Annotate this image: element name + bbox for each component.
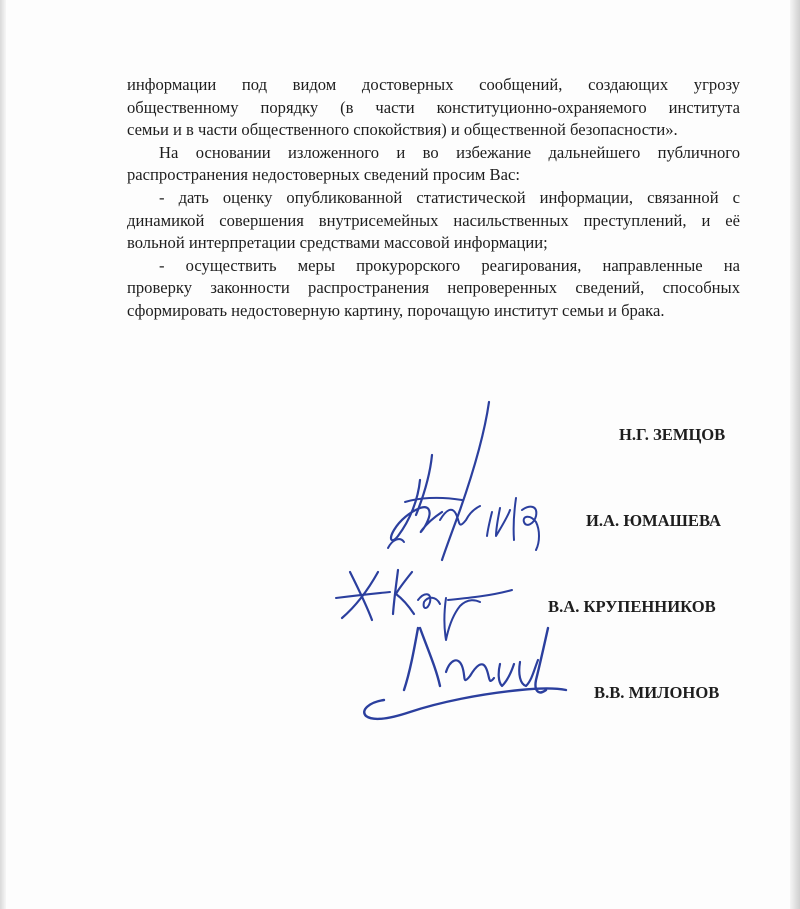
signature-zemtsov-icon xyxy=(388,402,489,560)
text-line: распространения недостоверных сведений просим Вас: xyxy=(127,165,520,185)
signatory-yumasheva: И.А. ЮМАШЕВА xyxy=(586,511,721,530)
text-line: сформировать недостоверную картину, порочащую институт семьи и брака. xyxy=(127,300,665,320)
page-left-edge-shadow xyxy=(0,0,6,909)
signatory-krupennikov: В.А. КРУПЕННИКОВ xyxy=(548,597,716,616)
text-line: динамикой совершения внутрисемейных насильственных преступлений, и её xyxy=(127,210,740,230)
text-line: проверку законности распространения непроверенных сведений, способных xyxy=(127,278,740,298)
signature-milonov-icon xyxy=(364,628,566,719)
text-line: На основании изложенного и во избежание дальнейшего публичного xyxy=(159,142,740,162)
paragraph-2 xyxy=(127,142,740,187)
request-item-1 xyxy=(127,187,740,255)
signature-yumasheva-icon xyxy=(487,498,539,550)
text-line: информации под видом достоверных сообщений, создающих угрозу xyxy=(127,75,740,94)
text-line: вольной интерпретации средствами массовой информации; xyxy=(127,233,548,253)
text-line: общественному порядку (в части конституционно-охраняемого института xyxy=(127,97,740,117)
text-line: - дать оценку опубликованной статистической информации, связанной с xyxy=(159,187,740,207)
page-right-edge-shadow xyxy=(790,0,800,909)
signatory-milonov: В.В. МИЛОНОВ xyxy=(594,683,720,702)
signature-krupennikov-icon xyxy=(336,570,512,640)
letter-body xyxy=(127,74,740,323)
request-item-2 xyxy=(127,255,740,323)
text-line: семьи и в части общественного спокойствия) и общественной безопасности». xyxy=(127,120,678,140)
paragraph-1 xyxy=(127,74,740,142)
signatory-zemtsov: Н.Г. ЗЕМЦОВ xyxy=(619,425,726,444)
text-line: - осуществить меры прокурорского реагирования, направленные на xyxy=(159,255,740,275)
